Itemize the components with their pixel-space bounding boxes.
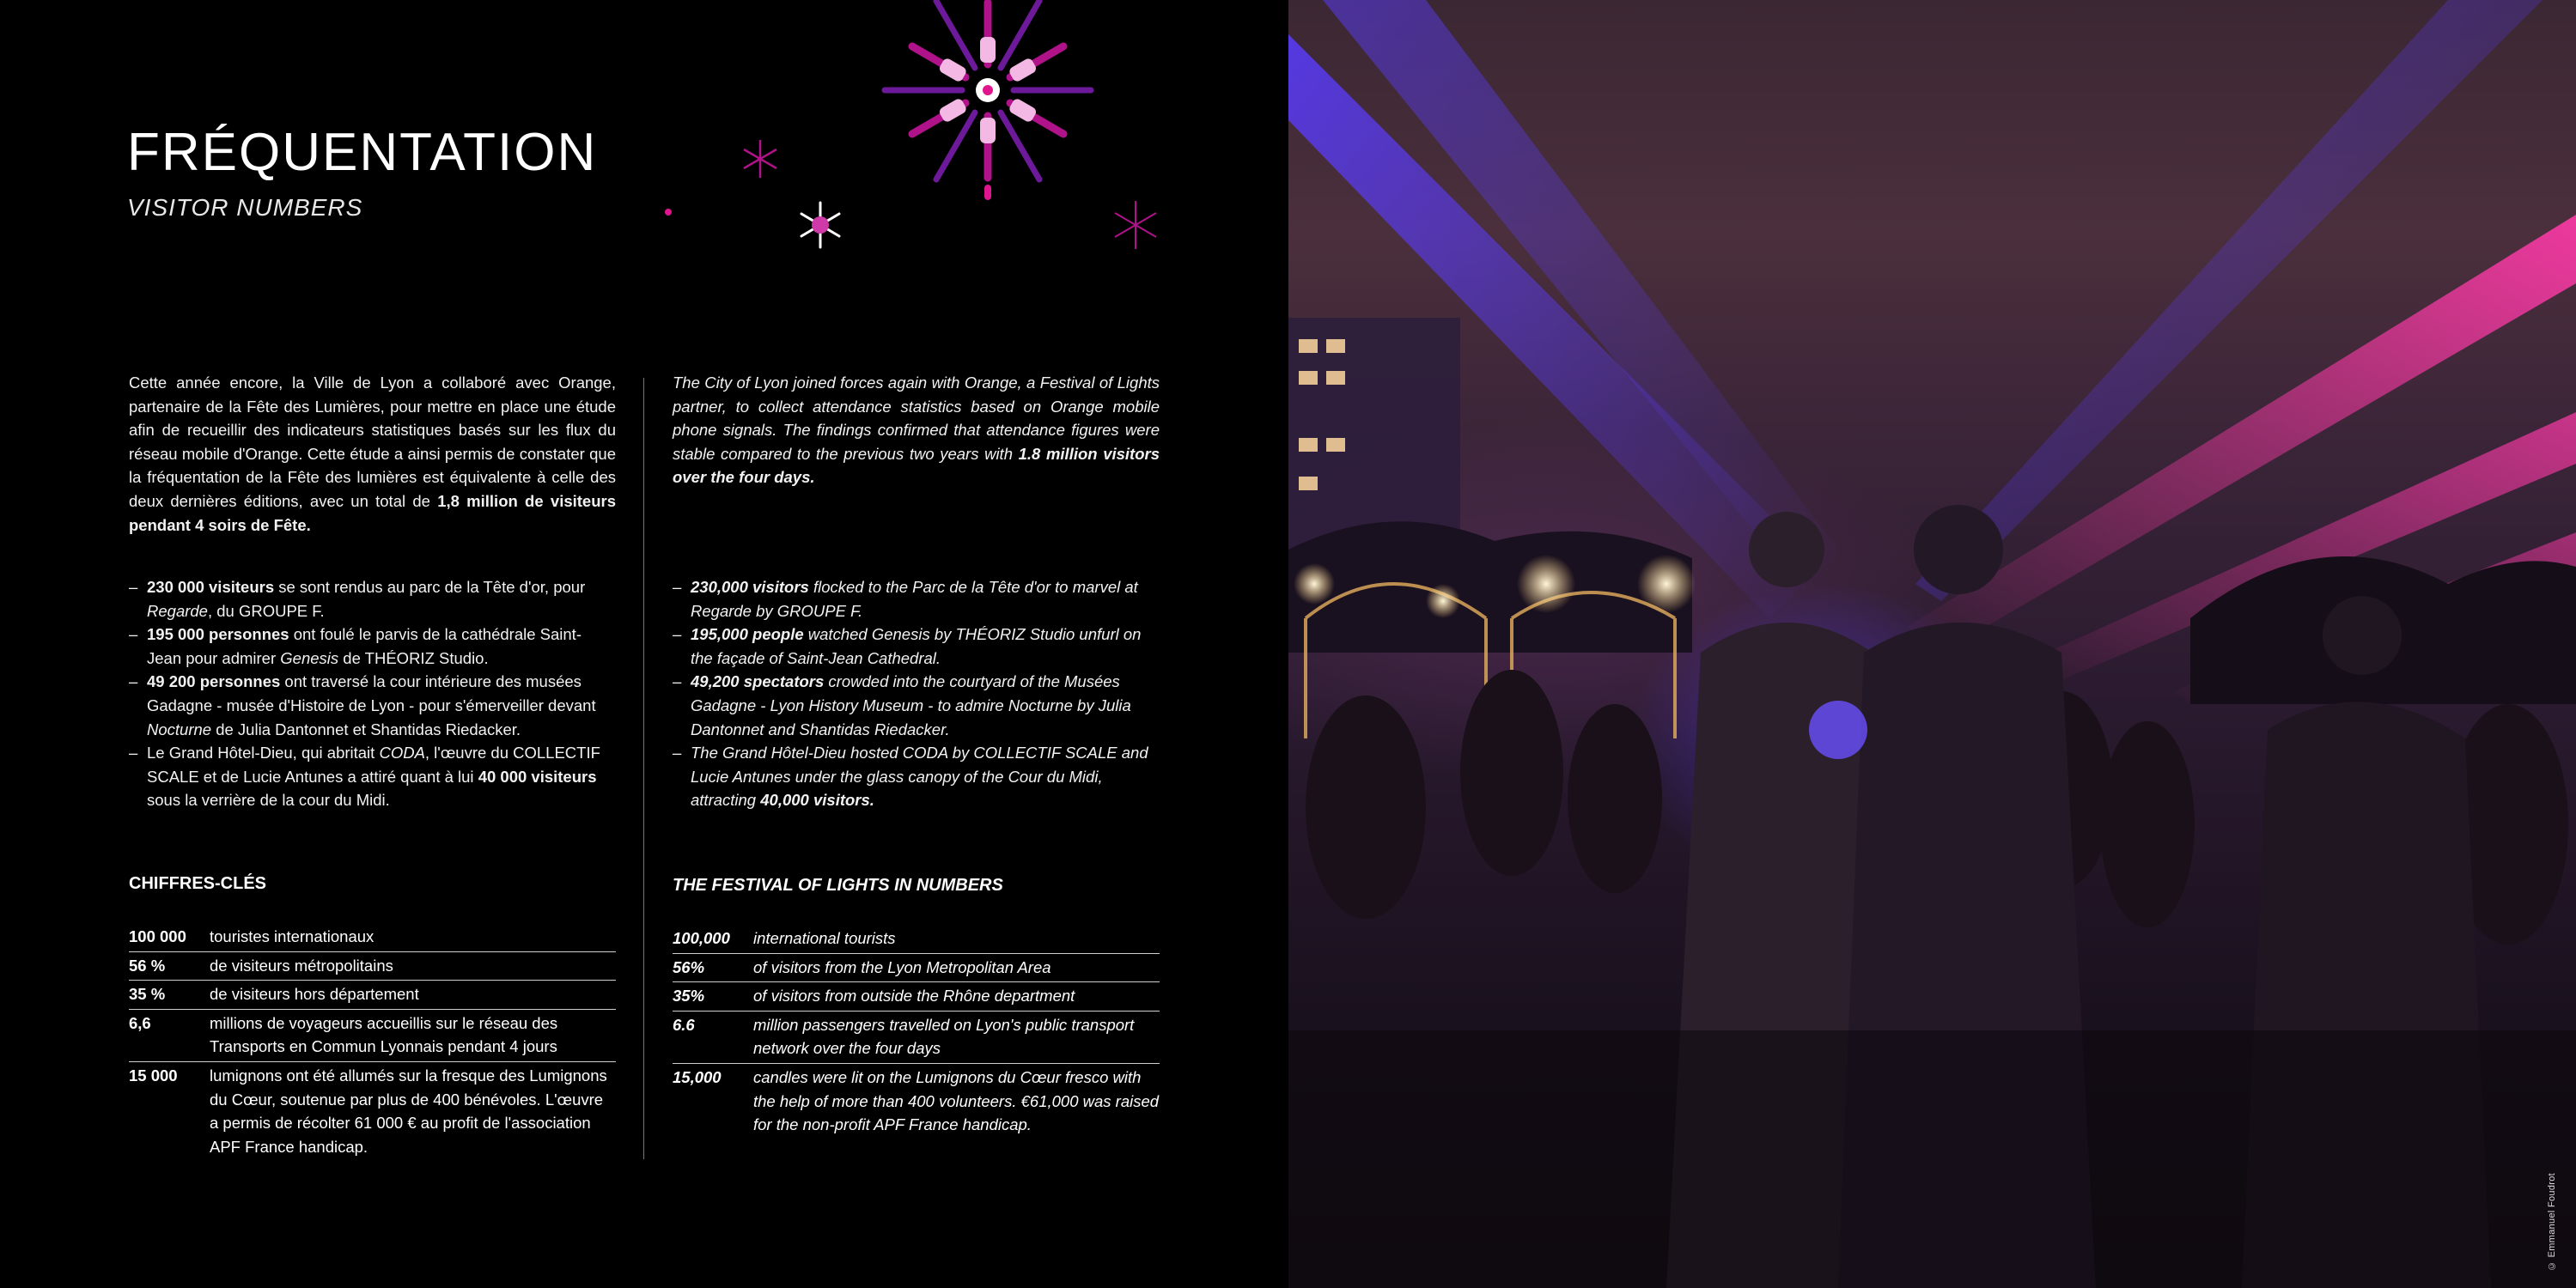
page-title: FRÉQUENTATION bbox=[127, 123, 598, 182]
table-row: 6,6 millions de voyageurs accueillis sur le réseau des Transports en Commun Lyonnais pendant 4 jours bbox=[129, 1010, 616, 1062]
table-row: 6.6 million passengers travelled on Lyon's public transport network over the four days bbox=[673, 1012, 1160, 1064]
table-row: 100,000 international tourists bbox=[673, 925, 1160, 954]
table-row: 15,000 candles were lit on the Lumignons du Cœur fresco with the help of more than 400 volunteers. €61,000 was raised for the non-profit APF France handicap. bbox=[673, 1067, 1160, 1134]
list-item: – The Grand Hôtel-Dieu hosted CODA by COLLECTIF SCALE and Lucie Antunes under the glass canopy of the Cour du Midi, attracting 40,000 visitors. bbox=[673, 741, 1160, 812]
table-row: 56% of visitors from the Lyon Metropolitan Area bbox=[673, 954, 1160, 983]
list-item: – 49,200 spectators crowded into the courtyard of the Musées Gadagne - Lyon History Museum - to admire Nocturne by Julia Dantonnet and Shantidas Riedacker. bbox=[673, 670, 1160, 741]
key-figures-heading-en: THE FESTIVAL OF LIGHTS IN NUMBERS bbox=[673, 876, 1003, 895]
photo-illustration bbox=[1288, 0, 2576, 1288]
list-item: – 230,000 visitors flocked to the Parc de la Tête d'or to marvel at Regarde by GROUPE F. bbox=[673, 575, 1160, 623]
list-item: – 230 000 visiteurs se sont rendus au parc de la Tête d'or, pour Regarde, du GROUPE F. bbox=[129, 575, 616, 623]
list-item: – 49 200 personnes ont traversé la cour intérieure des musées Gadagne - musée d'Histoire de Lyon - pour s'émerveiller devant Nocturne de Julia Dantonnet et Shantidas Riedacker. bbox=[129, 670, 616, 741]
intro-paragraph-fr: Cette année encore, la Ville de Lyon a collaboré avec Orange, partenaire de la Fête des Lumières, pour mettre en place une étude afin de recueillir des indicateurs statistiques basés sur les flux du réseau mobile d'Orange. Cette étude a ainsi permis de constater que la fréquentation de la Fête des lumières est équivalente à celle des deux dernières éditions, avec un total de 1,8 million de visiteurs pendant 4 soirs de Fête. bbox=[129, 374, 617, 534]
table-row: 35% of visitors from outside the Rhône department bbox=[673, 982, 1160, 1012]
key-figures-table-fr bbox=[129, 923, 616, 1161]
venue-list-fr bbox=[129, 575, 616, 812]
photo-credit: © Emmanuel Foudrot bbox=[2547, 1173, 2557, 1271]
table-row: 56 % de visiteurs métropolitains bbox=[129, 952, 616, 981]
table-row: 15 000 lumignons ont été allumés sur la fresque des Lumignons du Cœur, soutenue par plus de 400 bénévoles. L'œuvre a permis de récolter 61 000 € au profit de l'association APF France handicap. bbox=[129, 1066, 607, 1156]
key-figures-table-en bbox=[673, 925, 1160, 1139]
column-divider bbox=[643, 378, 644, 1159]
list-item: – 195,000 people watched Genesis by THÉORIZ Studio unfurl on the façade of Saint-Jean Cathedral. bbox=[673, 623, 1160, 670]
list-item: – Le Grand Hôtel-Dieu, qui abritait CODA, l'œuvre du COLLECTIF SCALE et de Lucie Antunes a attiré quant à lui 40 000 visiteurs sous la verrière de la cour du Midi. bbox=[129, 741, 616, 812]
venue-list-en bbox=[673, 575, 1160, 812]
page-subtitle: VISITOR NUMBERS bbox=[127, 194, 363, 221]
table-row: 35 % de visiteurs hors département bbox=[129, 981, 616, 1010]
festival-photo bbox=[1288, 0, 2576, 1288]
table-row: 100 000 touristes internationaux bbox=[129, 923, 616, 952]
list-item: – 195 000 personnes ont foulé le parvis de la cathédrale Saint-Jean pour admirer Genesis de THÉORIZ Studio. bbox=[129, 623, 616, 670]
intro-paragraph-en: The City of Lyon joined forces again with Orange, a Festival of Lights partner, to collect attendance statistics based on Orange mobile phone signals. The findings confirmed that attendance figures were stable compared to the previous two years with 1.8 million visitors over the four days. bbox=[673, 374, 1160, 487]
key-figures-heading-fr: CHIFFRES-CLÉS bbox=[129, 874, 266, 893]
